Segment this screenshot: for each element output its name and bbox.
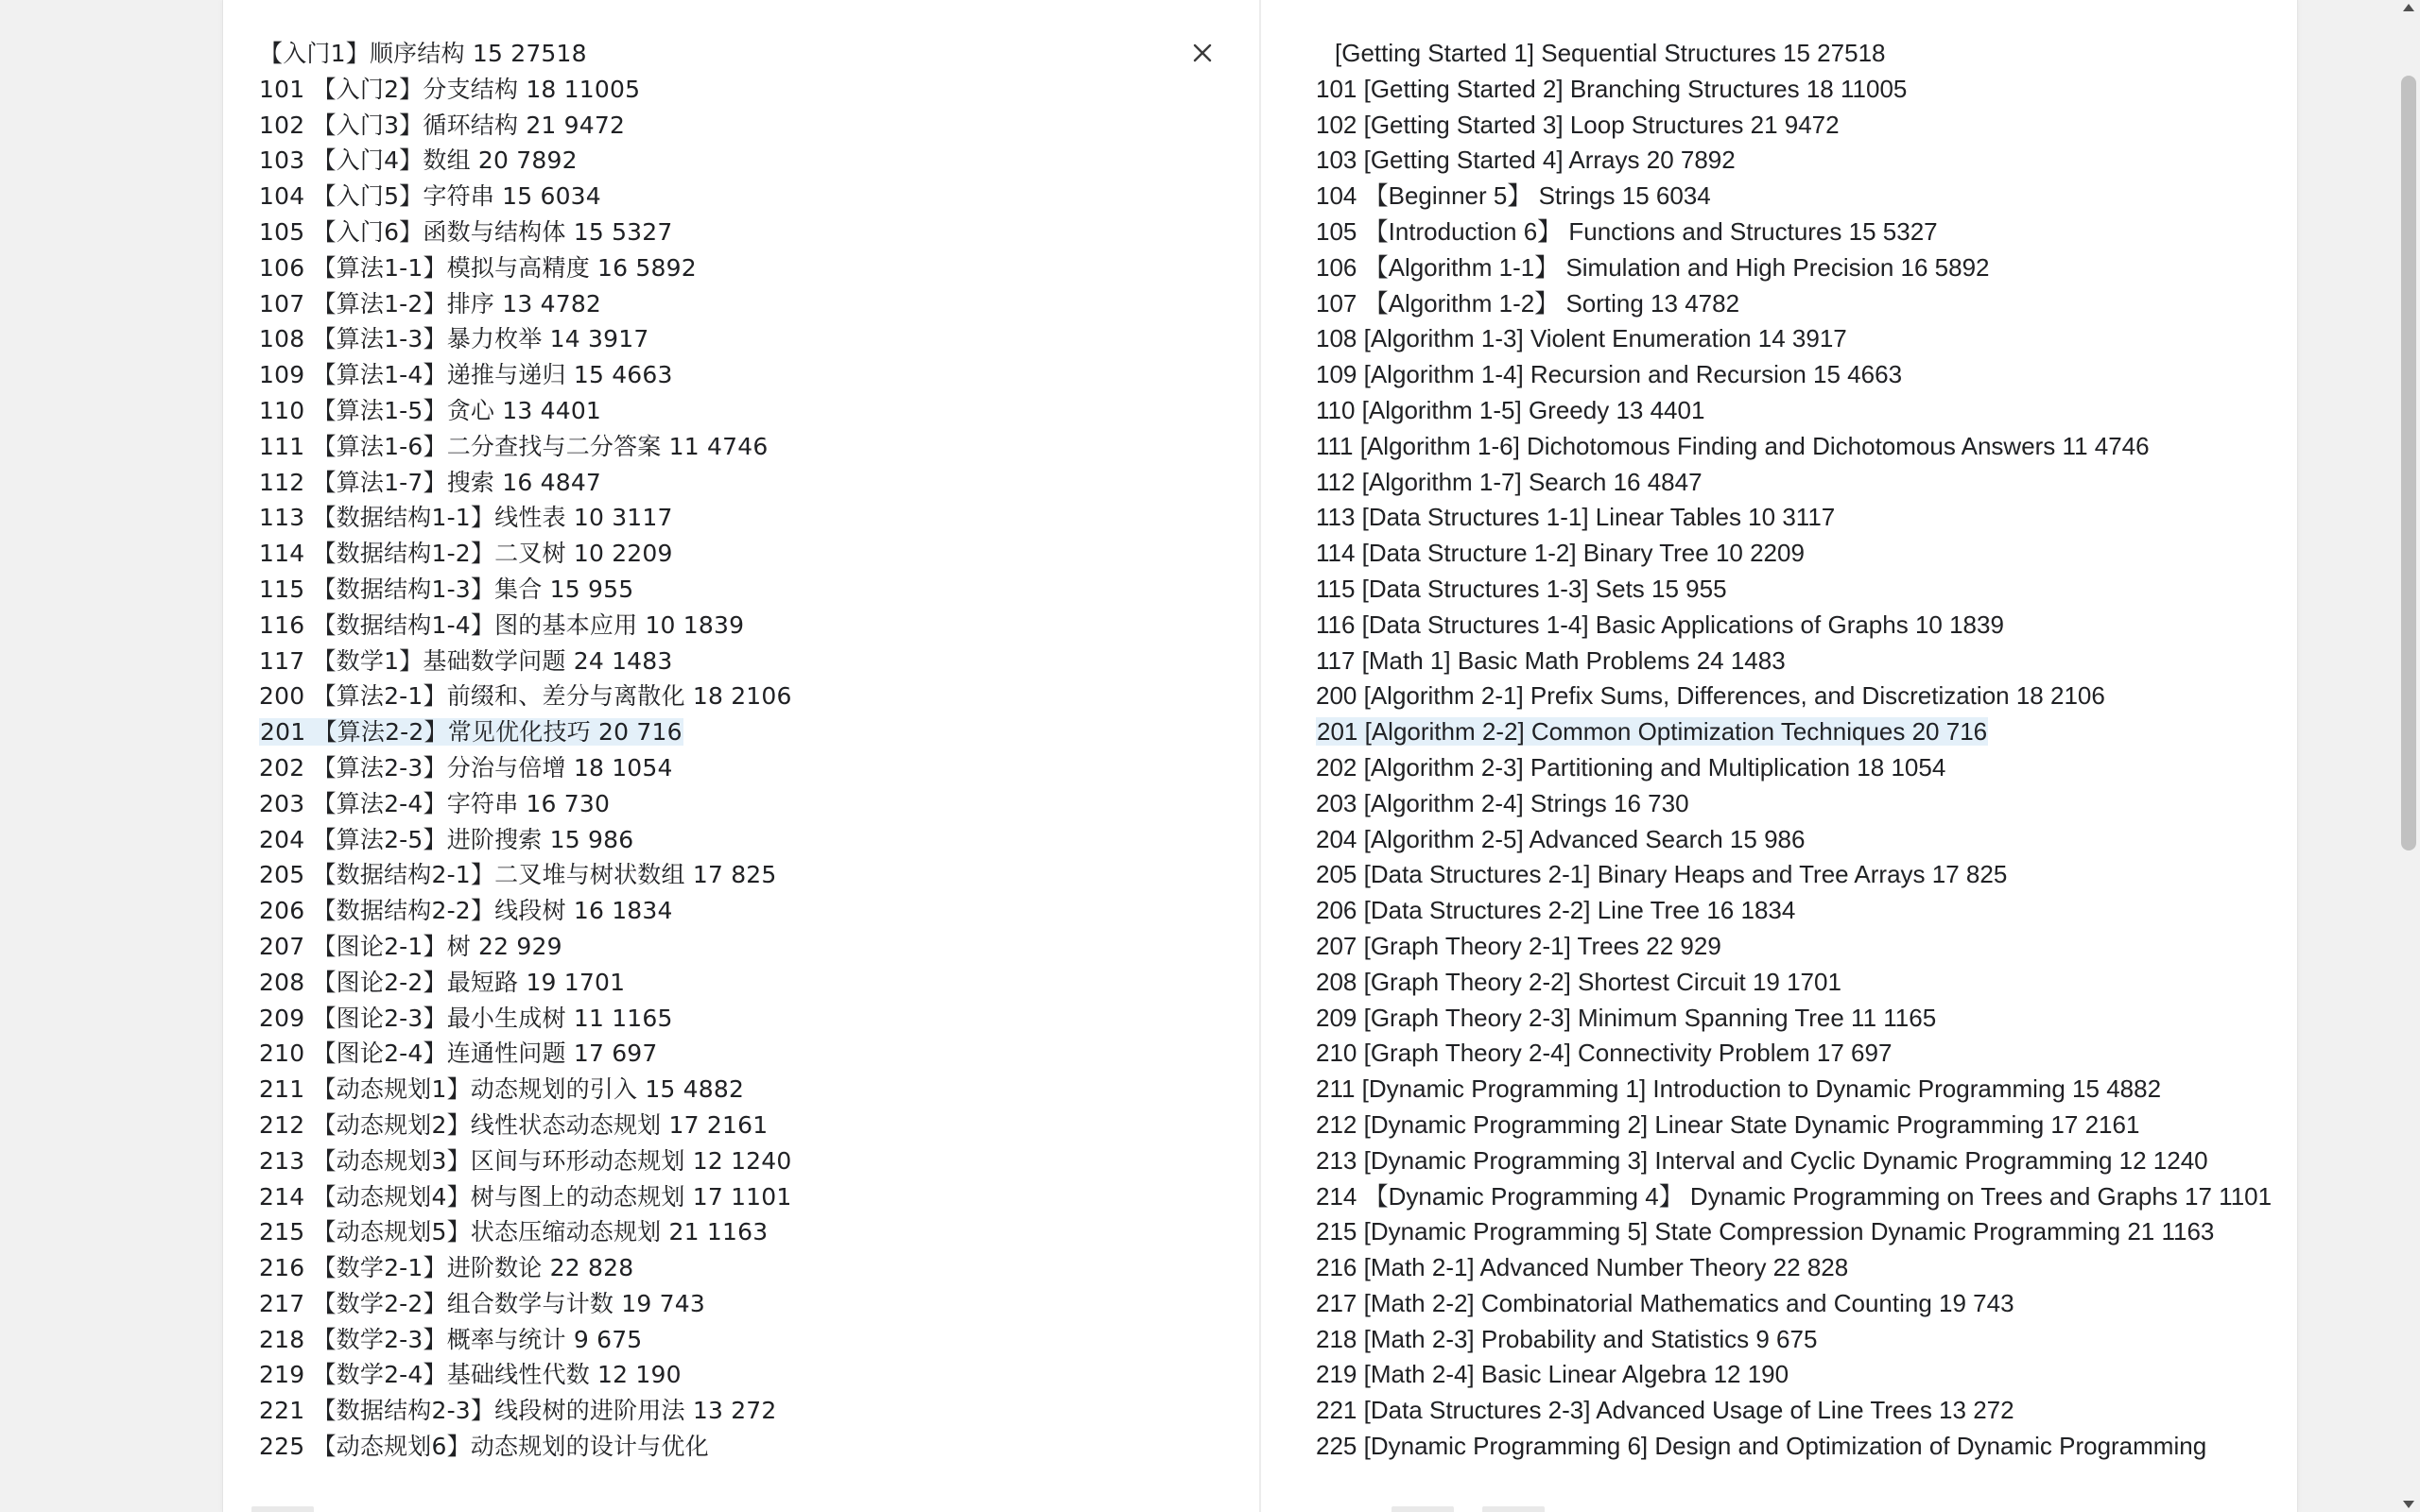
translated-line-text: 210 [Graph Theory 2-4] Connectivity Problem 17 697 xyxy=(1316,1039,1893,1068)
scroll-up-arrow-icon[interactable] xyxy=(2403,4,2414,11)
translated-line xyxy=(1316,72,2272,108)
source-line xyxy=(259,357,792,393)
bottom-control-peek[interactable] xyxy=(1392,1506,1454,1512)
source-line xyxy=(259,929,792,965)
translated-line xyxy=(1316,786,2272,822)
source-line-text: 216 【数学2-1】进阶数论 22 828 xyxy=(259,1254,634,1282)
source-line-text: 204 【算法2-5】进阶搜索 15 986 xyxy=(259,825,634,853)
translated-line-text: 215 [Dynamic Programming 5] State Compression Dynamic Programming 21 1163 xyxy=(1316,1217,2215,1246)
translated-line-text: 211 [Dynamic Programming 1] Introduction to Dynamic Programming 15 4882 xyxy=(1316,1074,2162,1104)
source-line-text: 110 【算法1-5】贪心 13 4401 xyxy=(259,396,602,424)
translated-line-text: 214 【Dynamic Programming 4】 Dynamic Programming on Trees and Graphs 17 1101 xyxy=(1316,1181,2273,1211)
translated-line-text: 110 [Algorithm 1-5] Greedy 13 4401 xyxy=(1316,395,1705,424)
translated-line-text: 103 [Getting Started 4] Arrays 20 7892 xyxy=(1316,146,1736,175)
source-line xyxy=(259,893,792,929)
source-line xyxy=(259,1179,792,1215)
source-line-text: 208 【图论2-2】最短路 19 1701 xyxy=(259,968,626,996)
source-line xyxy=(259,1393,792,1429)
source-line xyxy=(259,465,792,501)
source-line-text: 212 【动态规划2】线性状态动态规划 17 2161 xyxy=(259,1110,769,1139)
translated-line-text: 204 [Algorithm 2-5] Advanced Search 15 986 xyxy=(1316,824,1806,853)
source-line-text: 102 【入门3】循环结构 21 9472 xyxy=(259,111,626,139)
translated-line xyxy=(1316,1214,2272,1250)
source-line xyxy=(259,786,792,822)
translated-line-text: 225 [Dynamic Programming 6] Design and Optimization of Dynamic Programming xyxy=(1316,1432,2207,1461)
source-line xyxy=(259,1072,792,1108)
translated-line-text: 216 [Math 2-1] Advanced Number Theory 22 828 xyxy=(1316,1253,1849,1282)
translated-line-text: 113 [Data Structures 1-1] Linear Tables 10 3117 xyxy=(1316,503,1836,532)
translated-line xyxy=(1316,1108,2272,1143)
translated-line-text: 106 【Algorithm 1-1】 Simulation and High Precision 16 5892 xyxy=(1316,252,1990,282)
source-line-text: 221 【数据结构2-3】线段树的进阶用法 13 272 xyxy=(259,1397,777,1425)
translated-line xyxy=(1316,1001,2272,1037)
translated-line-text: 217 [Math 2-2] Combinatorial Mathematics and Counting 19 743 xyxy=(1316,1288,2014,1317)
translated-line xyxy=(1316,1179,2272,1215)
translated-line-text: 114 [Data Structure 1-2] Binary Tree 10 2209 xyxy=(1316,539,1805,568)
source-line xyxy=(259,714,792,750)
translated-line xyxy=(1316,500,2272,536)
source-line-text: 202 【算法2-3】分治与倍增 18 1054 xyxy=(259,753,673,782)
translated-line xyxy=(1316,108,2272,144)
source-line-text: 225 【动态规划6】动态规划的设计与优化 xyxy=(259,1433,709,1461)
translated-line xyxy=(1316,679,2272,714)
source-line-text: 116 【数据结构1-4】图的基本应用 10 1839 xyxy=(259,610,745,639)
translated-line-text: 201 [Algorithm 2-2] Common Optimization Techniques 20 716 xyxy=(1317,717,1988,747)
translated-line xyxy=(1316,215,2272,250)
source-line xyxy=(259,500,792,536)
scroll-down-arrow-icon[interactable] xyxy=(2403,1501,2414,1508)
translated-line xyxy=(1316,1250,2272,1286)
translated-line-text: 203 [Algorithm 2-4] Strings 16 730 xyxy=(1316,788,1689,817)
source-line-text: 109 【算法1-4】递推与递归 15 4663 xyxy=(259,361,673,389)
translated-line xyxy=(1316,1322,2272,1358)
source-line xyxy=(259,1322,792,1358)
source-line-text: 215 【动态规划5】状态压缩动态规划 21 1163 xyxy=(259,1218,769,1246)
source-line-text: 【入门1】顺序结构 15 27518 xyxy=(259,40,587,67)
translated-line-text: 112 [Algorithm 1-7] Search 16 4847 xyxy=(1316,467,1703,496)
source-line xyxy=(259,1357,792,1393)
source-line-text: 104 【入门5】字符串 15 6034 xyxy=(259,182,601,211)
translated-line-text: 115 [Data Structures 1-3] Sets 15 955 xyxy=(1316,574,1727,603)
translated-line xyxy=(1316,608,2272,644)
source-line xyxy=(259,250,792,286)
vertical-scrollbar[interactable] xyxy=(2397,0,2420,1512)
translated-line-text: 116 [Data Structures 1-4] Basic Applications of Graphs 10 1839 xyxy=(1316,610,2004,639)
translated-line xyxy=(1316,429,2272,465)
source-line-text: 207 【图论2-1】树 22 929 xyxy=(259,932,562,960)
translated-line xyxy=(1316,714,2272,750)
source-line xyxy=(259,822,792,858)
source-line xyxy=(259,393,792,429)
translated-line-text: 208 [Graph Theory 2-2] Shortest Circuit 19 1701 xyxy=(1316,967,1841,996)
translated-line xyxy=(1316,536,2272,572)
source-line-text: 117 【数学1】基础数学问题 24 1483 xyxy=(259,646,673,675)
bottom-control-peek[interactable] xyxy=(251,1506,314,1512)
translated-line-text: 221 [Data Structures 2-3] Advanced Usage of Line Trees 13 272 xyxy=(1316,1396,2014,1425)
translated-line-text: 205 [Data Structures 2-1] Binary Heaps and Tree Arrays 17 825 xyxy=(1316,860,2008,889)
translated-line xyxy=(1316,929,2272,965)
source-line-text: 200 【算法2-1】前缀和、差分与离散化 18 2106 xyxy=(259,682,792,711)
translated-line xyxy=(1316,1036,2272,1072)
source-line-text: 210 【图论2-4】连通性问题 17 697 xyxy=(259,1040,658,1068)
source-line xyxy=(259,179,792,215)
translated-line-text: 104 【Beginner 5】 Strings 15 6034 xyxy=(1316,181,1711,211)
source-line-text: 106 【算法1-1】模拟与高精度 16 5892 xyxy=(259,253,697,282)
translated-line xyxy=(1316,321,2272,357)
translated-line-text: 207 [Graph Theory 2-1] Trees 22 929 xyxy=(1316,931,1721,960)
translated-line xyxy=(1316,250,2272,286)
source-line xyxy=(259,286,792,322)
source-line xyxy=(259,536,792,572)
source-line-text: 114 【数据结构1-2】二叉树 10 2209 xyxy=(259,540,673,568)
translated-line xyxy=(1316,644,2272,679)
translated-line-text: 202 [Algorithm 2-3] Partitioning and Multiplication 18 1054 xyxy=(1316,752,1946,782)
translated-line-text: 206 [Data Structures 2-2] Line Tree 16 1834 xyxy=(1316,896,1796,925)
source-line-text: 214 【动态规划4】树与图上的动态规划 17 1101 xyxy=(259,1182,792,1211)
source-line xyxy=(259,1001,792,1037)
source-line-text: 105 【入门6】函数与结构体 15 5327 xyxy=(259,217,673,246)
translated-line-text: 213 [Dynamic Programming 3] Interval and Cyclic Dynamic Programming 12 1240 xyxy=(1316,1145,2208,1175)
translated-line xyxy=(1316,1357,2272,1393)
pane-divider xyxy=(1259,0,1261,1512)
source-line-text: 209 【图论2-3】最小生成树 11 1165 xyxy=(259,1004,673,1032)
source-line xyxy=(259,36,792,72)
close-icon xyxy=(1185,36,1219,70)
source-line xyxy=(259,1214,792,1250)
source-line-text: 115 【数据结构1-3】集合 15 955 xyxy=(259,575,634,603)
translated-line-text: 212 [Dynamic Programming 2] Linear State Dynamic Programming 17 2161 xyxy=(1316,1109,2140,1139)
source-line xyxy=(259,608,792,644)
source-line-text: 103 【入门4】数组 20 7892 xyxy=(259,146,578,175)
source-line-text: 112 【算法1-7】搜索 16 4847 xyxy=(259,468,602,496)
source-line xyxy=(259,1250,792,1286)
source-line xyxy=(259,572,792,608)
translated-line xyxy=(1316,750,2272,786)
translated-text-pane xyxy=(1316,36,2272,1465)
source-line-text: 108 【算法1-3】暴力枚举 14 3917 xyxy=(259,325,649,353)
translated-line xyxy=(1316,822,2272,858)
translated-line xyxy=(1316,965,2272,1001)
translated-line-text: 107 【Algorithm 1-2】 Sorting 13 4782 xyxy=(1316,288,1740,318)
translated-line-text: 200 [Algorithm 2-1] Prefix Sums, Differences, and Discretization 18 2106 xyxy=(1316,681,2105,711)
source-line xyxy=(259,108,792,144)
source-line xyxy=(259,72,792,108)
source-line-text: 218 【数学2-3】概率与统计 9 675 xyxy=(259,1325,643,1353)
source-line-text: 201 【算法2-2】常见优化技巧 20 716 xyxy=(260,718,683,747)
translated-line xyxy=(1316,857,2272,893)
bottom-control-peek[interactable] xyxy=(1482,1506,1545,1512)
translated-line-text: 218 [Math 2-3] Probability and Statistics 9 675 xyxy=(1316,1324,1818,1353)
translated-line xyxy=(1316,393,2272,429)
source-line xyxy=(259,1286,792,1322)
source-line-text: 217 【数学2-2】组合数学与计数 19 743 xyxy=(259,1289,705,1317)
source-text-pane xyxy=(259,36,792,1465)
source-line-text: 205 【数据结构2-1】二叉堆与树状数组 17 825 xyxy=(259,861,777,889)
translated-line xyxy=(1316,357,2272,393)
translated-line-text: 209 [Graph Theory 2-3] Minimum Spanning Tree 11 1165 xyxy=(1316,1003,1937,1032)
source-line-text: 213 【动态规划3】区间与环形动态规划 12 1240 xyxy=(259,1146,792,1175)
close-button[interactable] xyxy=(1185,36,1219,70)
translated-line xyxy=(1316,893,2272,929)
translated-line-text: 111 [Algorithm 1-6] Dichotomous Finding and Dichotomous Answers 11 4746 xyxy=(1316,431,2150,460)
source-line-text: 219 【数学2-4】基础线性代数 12 190 xyxy=(259,1361,682,1389)
translated-line xyxy=(1316,1429,2272,1465)
source-line-text: 206 【数据结构2-2】线段树 16 1834 xyxy=(259,897,673,925)
source-line xyxy=(259,1108,792,1143)
translated-line xyxy=(1316,572,2272,608)
source-line xyxy=(259,1036,792,1072)
source-line-text: 101 【入门2】分支结构 18 11005 xyxy=(259,75,641,103)
source-line xyxy=(259,857,792,893)
source-line xyxy=(259,644,792,679)
translated-line-text: 102 [Getting Started 3] Loop Structures 21 9472 xyxy=(1316,110,1840,139)
translated-line xyxy=(1316,1393,2272,1429)
source-line xyxy=(259,1429,792,1465)
translated-line-text: 219 [Math 2-4] Basic Linear Algebra 12 190 xyxy=(1316,1360,1789,1389)
translated-line xyxy=(1316,36,2272,72)
source-line-text: 107 【算法1-2】排序 13 4782 xyxy=(259,289,602,318)
source-line xyxy=(259,321,792,357)
source-line xyxy=(259,429,792,465)
source-line xyxy=(259,965,792,1001)
translated-line-text: 108 [Algorithm 1-3] Violent Enumeration 14 3917 xyxy=(1316,324,1847,353)
source-line xyxy=(259,1143,792,1179)
translated-line-text: 117 [Math 1] Basic Math Problems 24 1483 xyxy=(1316,645,1786,675)
translated-line-text: 105 【Introduction 6】 Functions and Structures 15 5327 xyxy=(1316,216,1938,246)
translated-line-text: 109 [Algorithm 1-4] Recursion and Recursion 15 4663 xyxy=(1316,360,1903,389)
source-line-text: 113 【数据结构1-1】线性表 10 3117 xyxy=(259,504,673,532)
source-line xyxy=(259,143,792,179)
translated-line xyxy=(1316,286,2272,322)
translated-line xyxy=(1316,143,2272,179)
translated-line xyxy=(1316,465,2272,501)
translated-line xyxy=(1316,179,2272,215)
translated-line xyxy=(1316,1286,2272,1322)
source-line xyxy=(259,750,792,786)
translated-line xyxy=(1316,1072,2272,1108)
translated-line-text: 101 [Getting Started 2] Branching Structures 18 11005 xyxy=(1316,74,1908,103)
translated-line xyxy=(1316,1143,2272,1179)
source-line xyxy=(259,215,792,250)
scrollbar-thumb[interactable] xyxy=(2401,76,2416,850)
translated-line-text: [Getting Started 1] Sequential Structures 15 27518 xyxy=(1335,39,1886,67)
source-line-text: 111 【算法1-6】二分查找与二分答案 11 4746 xyxy=(259,432,769,460)
source-line-text: 203 【算法2-4】字符串 16 730 xyxy=(259,789,611,817)
source-line-text: 211 【动态规划1】动态规划的引入 15 4882 xyxy=(259,1075,745,1104)
source-line xyxy=(259,679,792,714)
